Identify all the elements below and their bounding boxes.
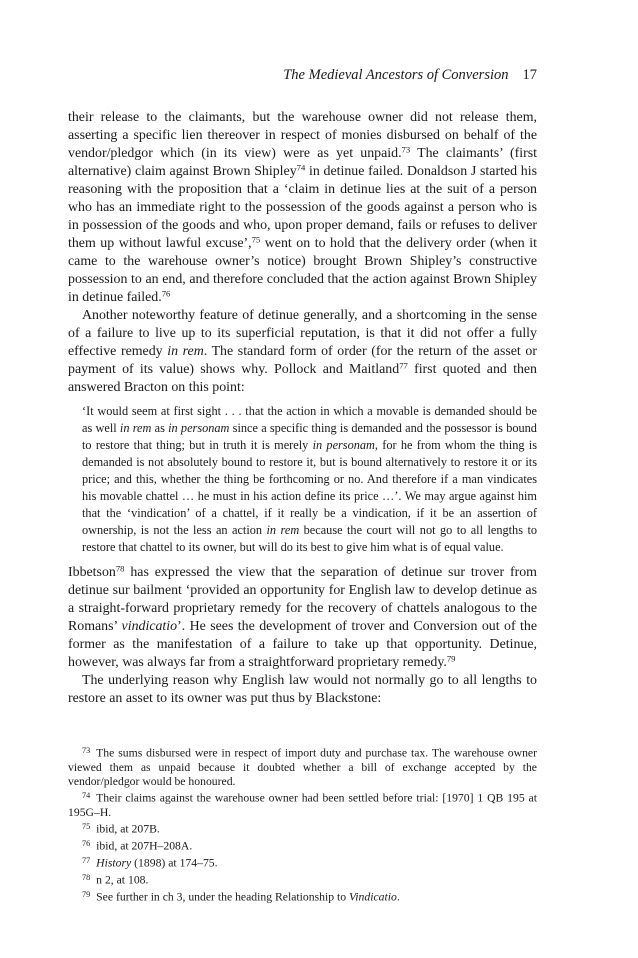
running-header (68, 66, 537, 84)
footnote-ref-73[interactable]: 73 (401, 144, 411, 155)
page-number: 17 (522, 67, 537, 83)
running-title: The Medieval Ancestors of Conversion (283, 67, 509, 83)
footnote-73: $^{73}$ The sums disbursed were in respect of import duty and purchase tax. The warehouse owner viewed them as unpaid because it doubted whether a bill of exchange accepted by the vendor/pledgor would be honoured. (68, 746, 537, 789)
footnote-ref-78[interactable]: 78 (115, 563, 125, 574)
paragraph-3: Ibbetson$^{78}$ has expressed the view that the separation of detinue sur trover from detinue sur bailment ‘provided an opportunity for English law to develop detinue as a straight-forward proprietary remedy for the recovery of chattels analogous to the Romans’ vindicatio’. He sees the development of trover and Conversion out of the former as the manifestation of a failure to take up that opportunity. Detinue, however, was always far from a straightforward proprietary remedy.$^{79}$ (68, 563, 537, 670)
footnote-75: $^{75}$ ibid, at 207B. (82, 822, 160, 837)
footnote-ref-79[interactable]: 79 (446, 653, 456, 664)
footnote-ref-76[interactable]: 76 (161, 288, 171, 299)
footnote-ref-74[interactable]: 74 (296, 162, 306, 173)
footnote-79: $^{79}$ See further in ch 3, under the heading Relationship to Vindicatio. (82, 889, 400, 904)
footnote-ref-75[interactable]: 75 (251, 234, 261, 245)
paragraph-1: their release to the claimants, but the warehouse owner did not release them, asserting a specific lien thereover in respect of monies disbursed on behalf of the vendor/pledgor which (in its view) were as yet unpaid.$^{73}$ The claimants’ (first alternative) claim against Brown Shipley$^{74}$ in detinue failed. Donaldson J started his reasoning with the proposition that a ‘claim in detinue lies at the suit of a person who has an immediate right to the possession of the goods against a person who is in possession of the goods and who, upon proper demand, fails or refuses to deliver them up without lawful excuse’,$^{75}$ went on to hold that the delivery order (when it came to the warehouse owner’s notice) brought Brown Shipley’s constructive possession to an end, and therefore concluded that the action against Brown Shipley in detinue failed.$^{76}$ (68, 110, 538, 305)
footnote-77: $^{77}$ History (1898) at 174–75. (82, 856, 218, 870)
paragraph-2: Another noteworthy feature of detinue generally, and a shortcoming in the sense of a failure to live up to its superficial reputation, is that it did not offer a fully effective remedy in rem. The standard form of order (for the return of the asset or payment of its value) shows why. Pollock and Maitland$^{77}$ first quoted and then answered Bracton on this point: (68, 308, 538, 395)
footnote-76: $^{76}$ ibid, at 207H–208A. (82, 839, 193, 853)
block-quote: ‘It would seem at first sight . . . that the action in which a movable is demanded should be as well in rem as in personam since a specific thing is demanded and the possessor is bound to restore that thing; but in truth it is merely in personam, for he from whom the thing is demanded is not absolutely bound to restore it, but is bound alternatively to restore it or its price; and this, whether the thing be forthcoming or no. And therefore if a man vindicates his movable chattel … he must in his action define its price …’. We may argue against him that the ‘vindication’ of a chattel, if it really be a vindication, if it be an assertion of ownership, is not the less an action in rem because the court will not go to all lengths to restore that chattel to its owner, but will do its best to give him what is of equal value. (82, 404, 538, 554)
footnote-74: $^{74}$ Their claims against the warehouse owner had been settled before trial: [1970] 1 QB 195 at 195G–H. (68, 791, 537, 820)
footnote-78: $^{78}$ n 2, at 108. (82, 872, 149, 887)
footnotes (68, 744, 537, 905)
main-text (68, 109, 537, 708)
paragraph-4: The underlying reason why English law would not normally go to all lengths to restore an asset to its owner was put thus by Blackstone: (68, 673, 537, 706)
footnote-ref-77[interactable]: 77 (399, 360, 408, 371)
